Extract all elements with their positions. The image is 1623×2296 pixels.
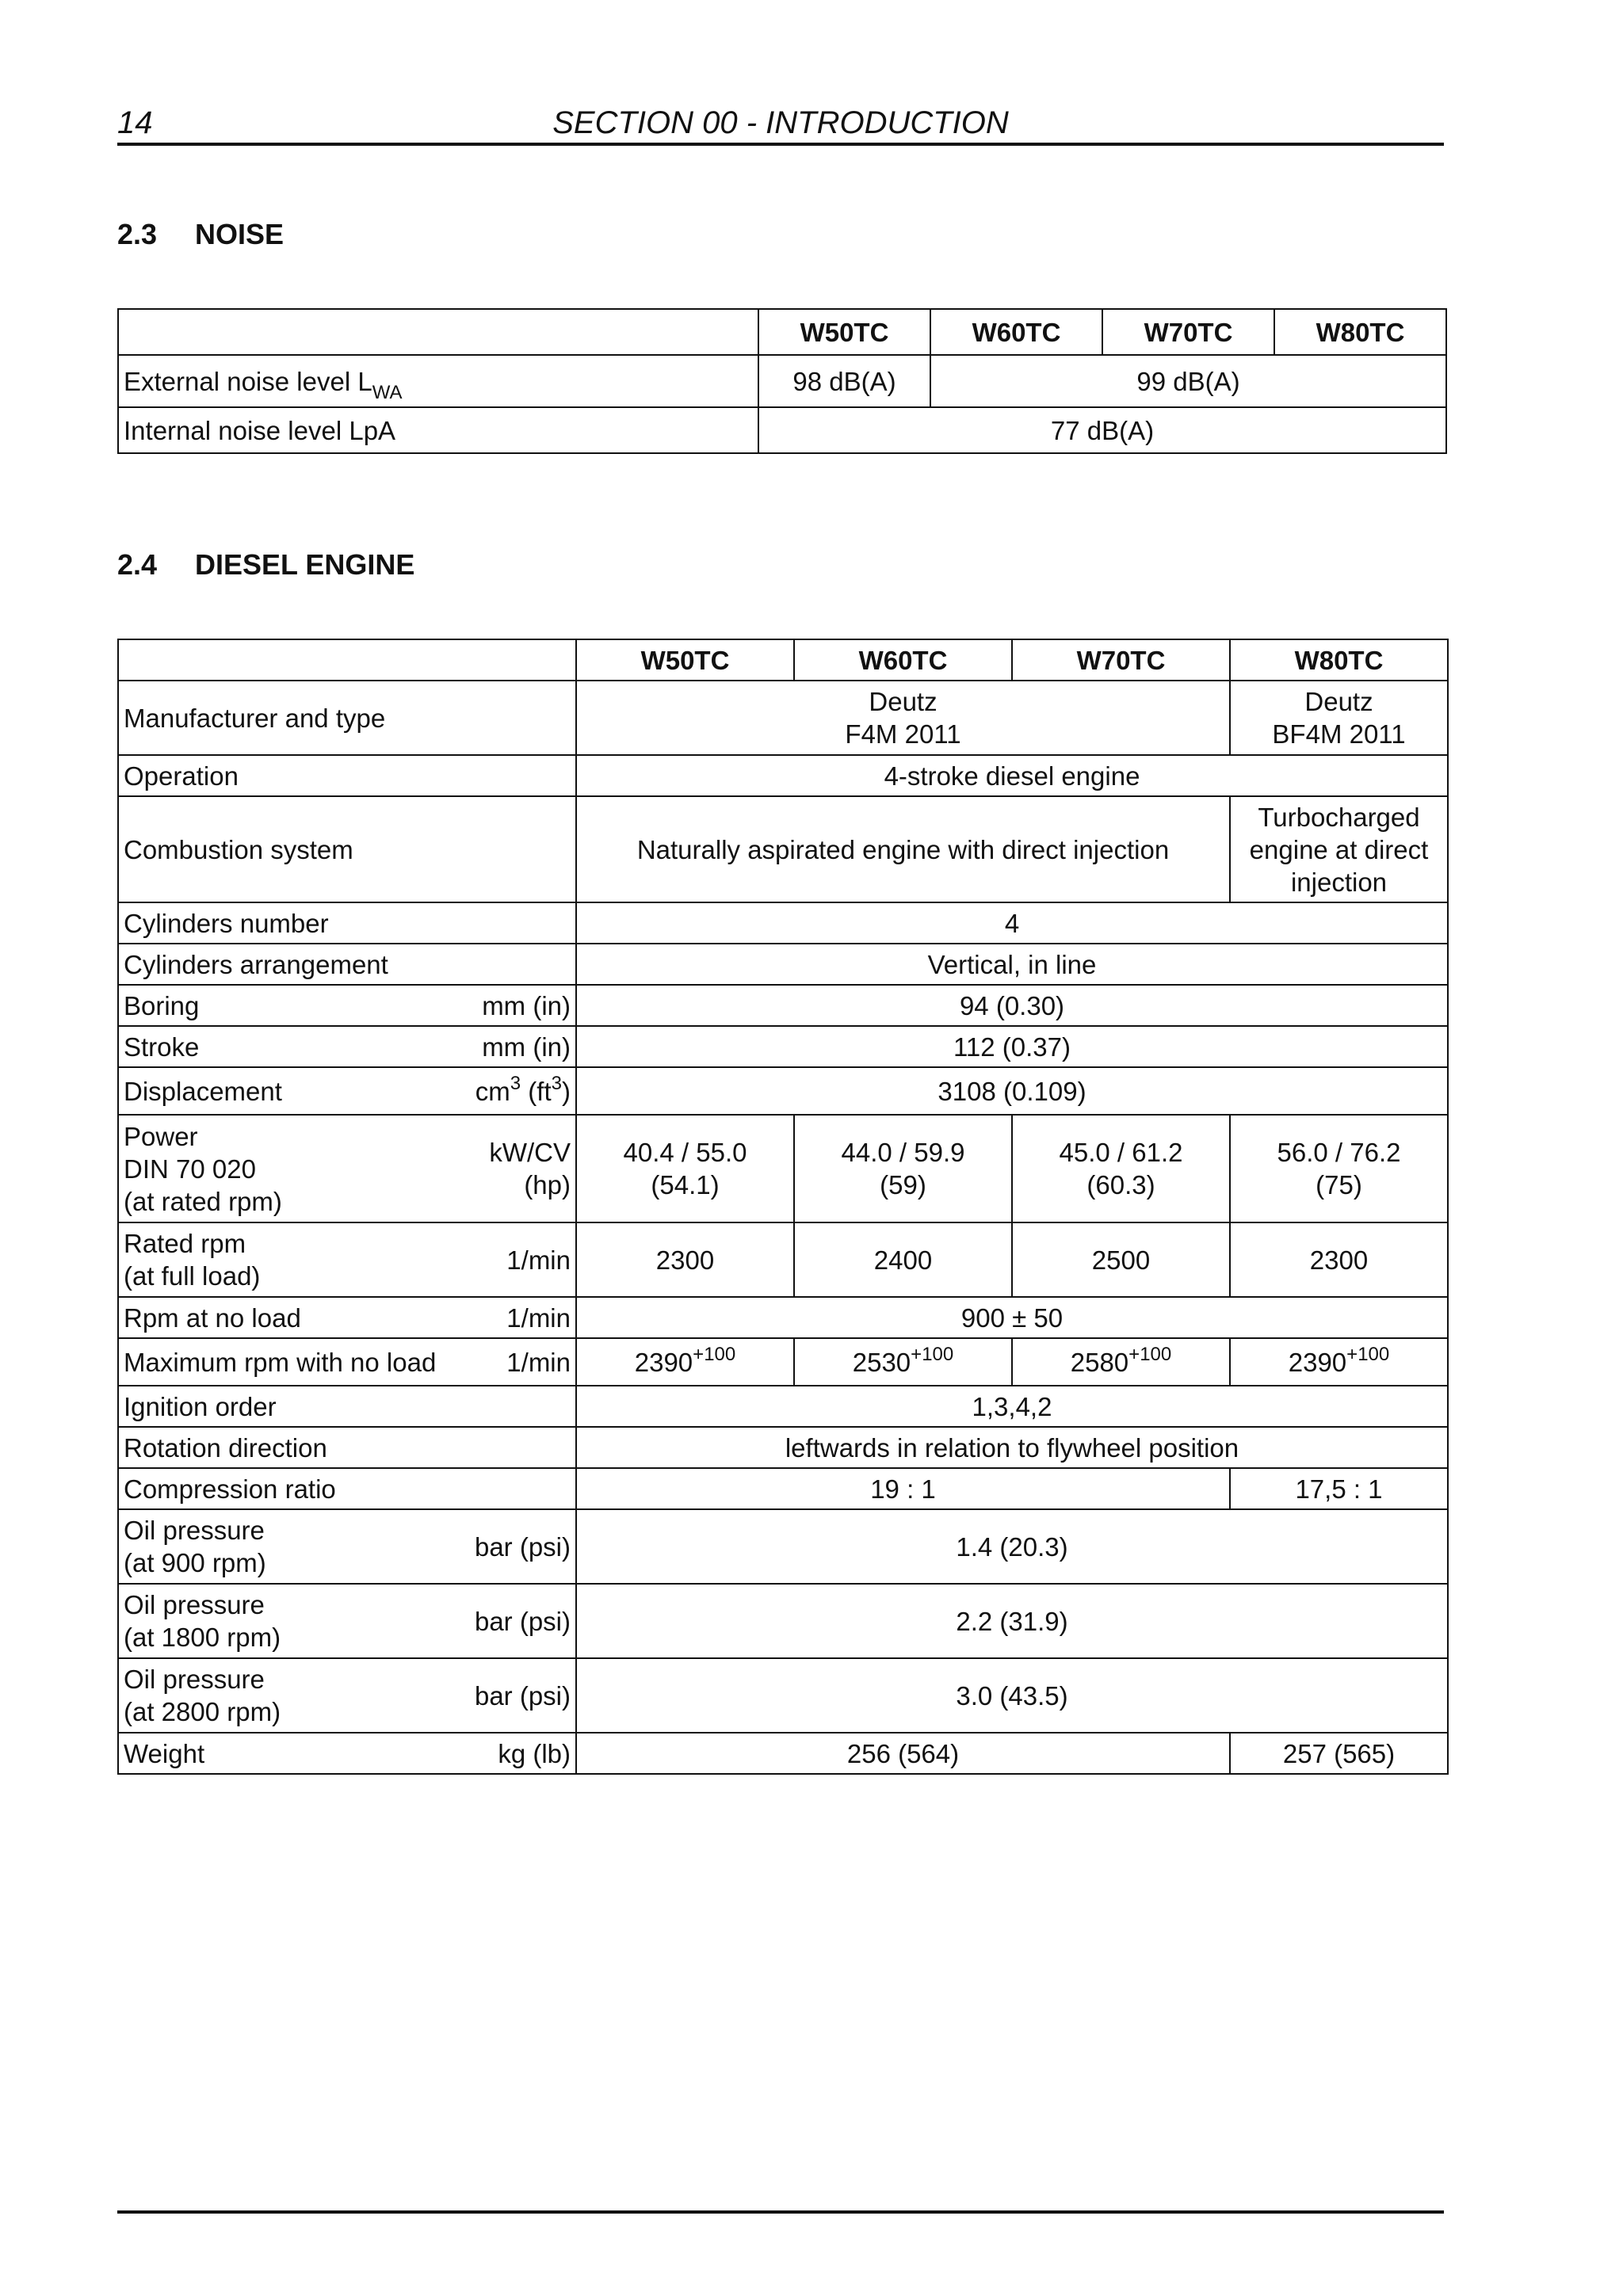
row-label: Rpm at no load 1/min <box>118 1297 576 1338</box>
table-cell: 99 dB(A) <box>930 355 1446 407</box>
row-label: Internal noise level LpA <box>118 407 758 453</box>
empty-cell <box>118 309 758 355</box>
table-cell: 40.4 / 55.0 (54.1) <box>576 1115 794 1222</box>
stroke-row <box>118 1026 1448 1067</box>
cylinders-arrangement-row <box>118 944 1448 985</box>
table-cell: $2390^{+100}$ <box>1230 1338 1448 1386</box>
table-cell: 44.0 / 59.9 (59) <box>794 1115 1012 1222</box>
table-cell: Vertical, in line <box>576 944 1448 985</box>
table-cell: 900 ± 50 <box>576 1297 1448 1338</box>
engine-table <box>117 639 1449 1775</box>
row-label: Manufacturer and type <box>118 681 576 755</box>
power-row <box>118 1115 1448 1222</box>
unit-label: $cm^3$ $(ft^3)$ <box>475 1072 571 1106</box>
rated-rpm-row <box>118 1222 1448 1297</box>
row-label: Operation <box>118 755 576 796</box>
table-cell: $2530^{+100}$ <box>794 1338 1012 1386</box>
cylinders-number-row <box>118 902 1448 944</box>
boring-row <box>118 985 1448 1026</box>
section-title: SECTION 00 - INTRODUCTION <box>552 105 1009 140</box>
engine-heading-title: DIESEL ENGINE <box>195 548 415 581</box>
row-label: Stroke mm (in) <box>118 1026 576 1067</box>
noise-table <box>117 308 1447 454</box>
row-label: Combustion system <box>118 796 576 902</box>
model-header: W50TC <box>576 639 794 681</box>
model-header: W50TC <box>758 309 930 355</box>
table-cell: leftwards in relation to flywheel position <box>576 1427 1448 1468</box>
displacement-row <box>118 1067 1448 1115</box>
table-cell: 45.0 / 61.2 (60.3) <box>1012 1115 1230 1222</box>
engine-header-row <box>118 639 1448 681</box>
table-cell: 3108 (0.109) <box>576 1067 1448 1115</box>
table-cell: 2.2 (31.9) <box>576 1584 1448 1658</box>
compression-row <box>118 1468 1448 1509</box>
table-cell: Naturally aspirated engine with direct injection <box>576 796 1230 902</box>
row-label: External noise level $L_{WA}$ <box>118 355 758 407</box>
table-cell: 1.4 (20.3) <box>576 1509 1448 1584</box>
table-cell: $2390^{+100}$ <box>576 1338 794 1386</box>
model-header: W60TC <box>794 639 1012 681</box>
model-header: W80TC <box>1274 309 1446 355</box>
oil-900-row <box>118 1509 1448 1584</box>
noise-heading <box>117 218 284 251</box>
row-label: Displacement $cm^3$ $(ft^3)$ <box>118 1067 576 1115</box>
row-label: Compression ratio <box>118 1468 576 1509</box>
oil-1800-row <box>118 1584 1448 1658</box>
row-label: Cylinders number <box>118 902 576 944</box>
oil-2800-row <box>118 1658 1448 1733</box>
table-cell: Deutz BF4M 2011 <box>1230 681 1448 755</box>
table-cell: 256 (564) <box>576 1733 1230 1774</box>
noise-header-row <box>118 309 1446 355</box>
table-cell: 112 (0.37) <box>576 1026 1448 1067</box>
table-cell: 2300 <box>576 1222 794 1297</box>
row-label: Weight kg (lb) <box>118 1733 576 1774</box>
table-cell: Deutz F4M 2011 <box>576 681 1230 755</box>
row-label: Power DIN 70 020 (at rated rpm) kW/CV (hp) <box>118 1115 576 1222</box>
row-label: Oil pressure (at 1800 rpm) bar (psi) <box>118 1584 576 1658</box>
operation-row <box>118 755 1448 796</box>
table-cell: 94 (0.30) <box>576 985 1448 1026</box>
page-header <box>117 101 1444 146</box>
table-cell: 98 dB(A) <box>758 355 930 407</box>
row-label: Ignition order <box>118 1386 576 1427</box>
row-label: Cylinders arrangement <box>118 944 576 985</box>
table-cell: Turbocharged engine at direct injection <box>1230 796 1448 902</box>
table-cell: 3.0 (43.5) <box>576 1658 1448 1733</box>
row-label: Rated rpm (at full load) 1/min <box>118 1222 576 1297</box>
row-label: Maximum rpm with no load 1/min <box>118 1338 576 1386</box>
table-cell: 2300 <box>1230 1222 1448 1297</box>
combustion-row <box>118 796 1448 902</box>
row-label: Oil pressure (at 900 rpm) bar (psi) <box>118 1509 576 1584</box>
noise-heading-title: NOISE <box>195 218 285 250</box>
weight-row <box>118 1733 1448 1774</box>
row-label: Boring mm (in) <box>118 985 576 1026</box>
table-cell: 19 : 1 <box>576 1468 1230 1509</box>
model-header: W60TC <box>930 309 1102 355</box>
table-cell: 2400 <box>794 1222 1012 1297</box>
table-cell: 1,3,4,2 <box>576 1386 1448 1427</box>
model-header: W70TC <box>1012 639 1230 681</box>
engine-heading-number: 2.4 <box>117 548 158 581</box>
max-rpm-no-load-row <box>118 1338 1448 1386</box>
engine-heading <box>117 548 414 582</box>
row-label: Oil pressure (at 2800 rpm) bar (psi) <box>118 1658 576 1733</box>
table-cell: 2500 <box>1012 1222 1230 1297</box>
rpm-no-load-row <box>118 1297 1448 1338</box>
rotation-row <box>118 1427 1448 1468</box>
table-cell: 4-stroke diesel engine <box>576 755 1448 796</box>
page-number: 14 <box>117 105 153 140</box>
footer-rule <box>117 2210 1444 2214</box>
empty-cell <box>118 639 576 681</box>
table-cell: 4 <box>576 902 1448 944</box>
table-cell: 77 dB(A) <box>758 407 1446 453</box>
table-cell: $2580^{+100}$ <box>1012 1338 1230 1386</box>
ignition-order-row <box>118 1386 1448 1427</box>
noise-heading-number: 2.3 <box>117 218 158 250</box>
model-header: W70TC <box>1102 309 1274 355</box>
table-cell: 56.0 / 76.2 (75) <box>1230 1115 1448 1222</box>
model-header: W80TC <box>1230 639 1448 681</box>
table-cell: 17,5 : 1 <box>1230 1468 1448 1509</box>
noise-internal-row <box>118 407 1446 453</box>
manufacturer-row <box>118 681 1448 755</box>
row-label: Rotation direction <box>118 1427 576 1468</box>
table-cell: 257 (565) <box>1230 1733 1448 1774</box>
noise-external-row <box>118 355 1446 407</box>
